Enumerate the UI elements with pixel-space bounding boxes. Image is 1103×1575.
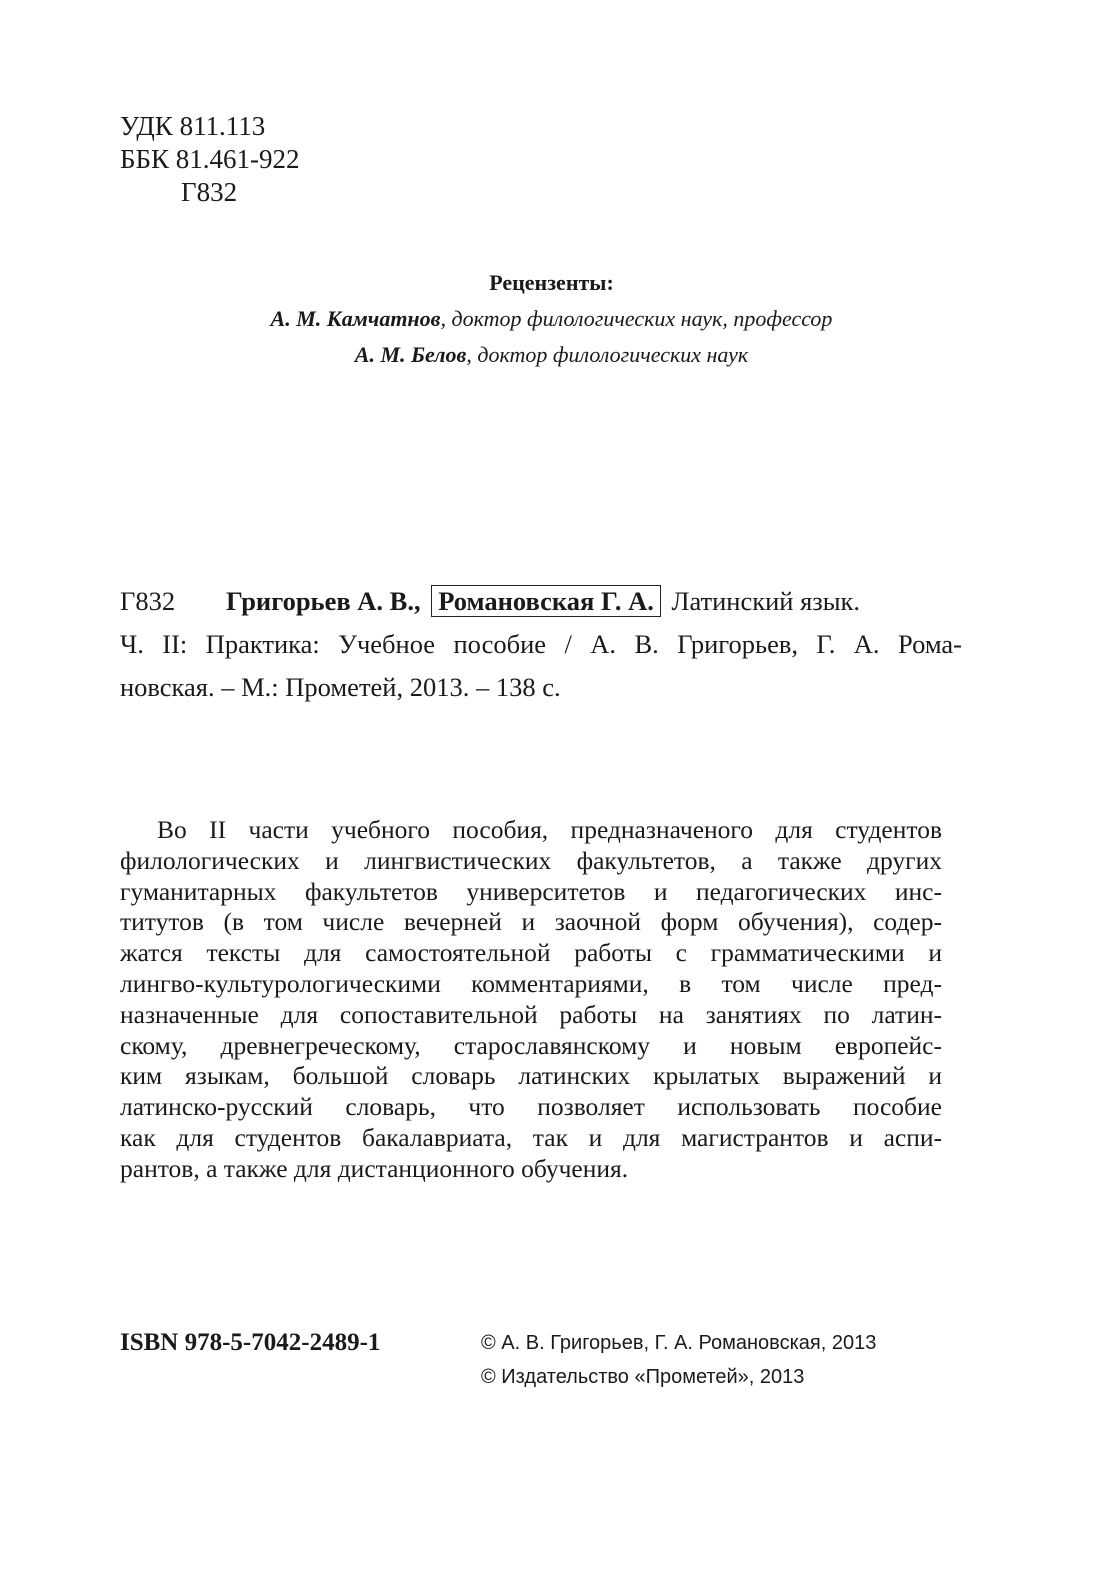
biblio-line-1	[120, 580, 962, 623]
isbn: ISBN 978-5-7042-2489-1	[120, 1329, 381, 1356]
biblio-author-2-boxed: Романовская Г. А.	[431, 585, 661, 617]
author-mark: Г832	[181, 177, 238, 207]
abstract-line: жатся тексты для самостоятельной работы с грамматическими и	[120, 938, 942, 968]
biblio-code: Г832	[120, 586, 176, 616]
abstract-line: гуманитарных факультетов университетов и педагогических инс-	[120, 876, 942, 906]
abstract-line: титутов (в том числе вечерней и заочной форм обучения), содер-	[120, 907, 942, 937]
biblio-author-1: Григорьев А. В.,	[226, 586, 421, 616]
biblio-line-3: новская. – М.: Прометей, 2013. – 138 с.	[120, 672, 561, 702]
udk-code: УДК 811.113	[120, 111, 266, 141]
reviewers-block	[0, 265, 1103, 373]
reviewer-2	[0, 337, 1103, 373]
biblio-line-2: Ч. II: Практика: Учебное пособие / А. В. Григорьев, Г. А. Рома-	[120, 629, 962, 659]
reviewer-2-role: , доктор филологических наук	[466, 342, 749, 367]
classification-codes	[120, 110, 300, 209]
biblio-title-start: Латинский язык.	[671, 586, 861, 616]
reviewer-1	[0, 301, 1103, 337]
abstract-line: как для студентов бакалавриата, так и для магистрантов и аспи-	[120, 1122, 942, 1152]
copyright-authors: © А. В. Григорьев, Г. А. Романовская, 2013	[481, 1332, 877, 1354]
copyright-publisher: © Издательство «Прометей», 2013	[481, 1366, 805, 1388]
abstract-line: скому, древнегреческому, старославянскому и новым европейс-	[120, 1030, 942, 1060]
abstract-line: Во II части учебного пособия, предназначеного для студентов	[157, 815, 942, 844]
abstract-line: латинско-русский словарь, что позволяет использовать пособие	[120, 1092, 942, 1122]
reviewer-2-name: А. М. Белов	[354, 342, 467, 367]
abstract-line: ким языкам, большой словарь латинских крылатых выражений и	[120, 1061, 942, 1091]
abstract	[120, 815, 942, 1185]
reviewer-1-role: , доктор филологических наук, профессор	[440, 306, 833, 331]
reviewer-1-name: А. М. Камчатнов	[270, 306, 441, 331]
abstract-line: филологических и лингвистических факультетов, а также других	[120, 845, 942, 875]
bibliographic-record	[120, 580, 962, 709]
reviewers-heading: Рецензенты:	[489, 270, 614, 295]
abstract-line: назначенные для сопоставительной работы на занятиях по латин-	[120, 999, 942, 1029]
abstract-line: рантов, а также для дистанционного обучения.	[120, 1153, 629, 1183]
abstract-line: лингво-культурологическими комментариями, в том числе пред-	[120, 968, 942, 998]
copyright-block	[481, 1326, 876, 1394]
bbk-code: ББК 81.461-922	[120, 144, 300, 174]
